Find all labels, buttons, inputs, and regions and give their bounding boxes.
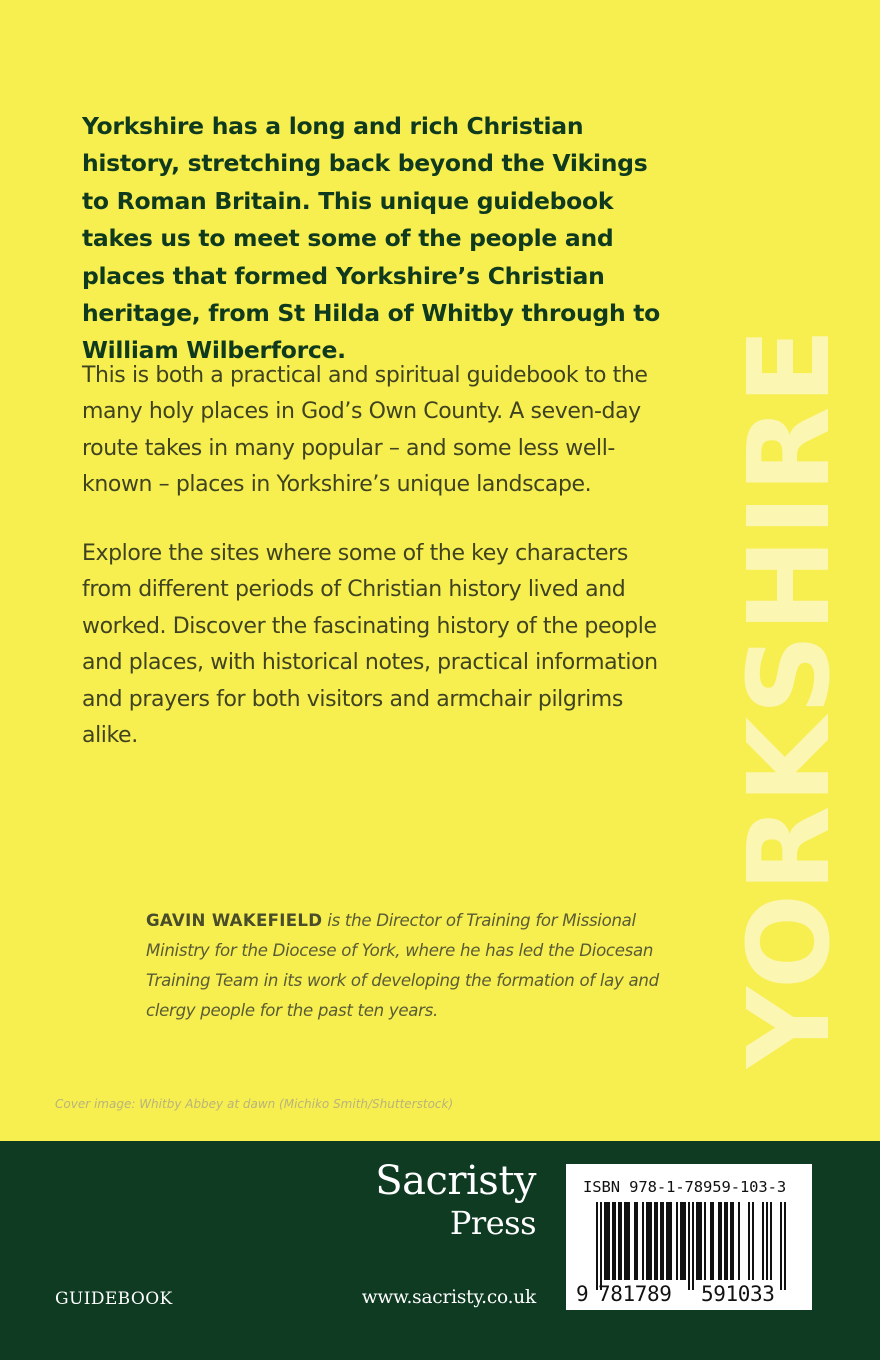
barcode-bar xyxy=(650,1202,652,1280)
barcode-digit-group-1: 781789 xyxy=(598,1282,672,1306)
barcode-bar xyxy=(766,1202,768,1280)
barcode-bar xyxy=(684,1202,686,1280)
barcode-bar xyxy=(670,1202,672,1280)
barcode-bar xyxy=(628,1202,630,1280)
barcode-bar xyxy=(738,1202,740,1280)
website-link[interactable]: www.sacristy.co.uk xyxy=(361,1287,536,1308)
barcode-bar xyxy=(668,1202,670,1280)
barcode-bar xyxy=(606,1202,608,1280)
vertical-title-wrapper xyxy=(726,248,854,1146)
footer-band xyxy=(0,1141,880,1360)
barcode-bar xyxy=(680,1202,682,1280)
publisher-name-line-1: Sacristy xyxy=(375,1158,536,1204)
barcode-bar xyxy=(784,1202,786,1290)
barcode-bar xyxy=(662,1202,664,1280)
author-bio xyxy=(146,906,666,1026)
isbn-label: ISBN 978-1-78959-103-3 xyxy=(583,1178,787,1196)
barcode-bar xyxy=(724,1202,726,1280)
barcode-bar xyxy=(608,1202,610,1280)
description-paragraph-1: This is both a practical and spiritual guidebook to the many holy places in God’s Own County. A seven-day route takes in many popular – and some less well-known – places in Yorkshire’s unique landscape. xyxy=(82,363,648,498)
barcode-first-digit: 9 xyxy=(576,1282,589,1306)
vertical-title: YORKSHIRE xyxy=(725,325,855,1069)
barcode-bar xyxy=(660,1202,662,1280)
barcode-bar xyxy=(654,1202,656,1280)
barcode-bar xyxy=(620,1202,622,1280)
barcode-bar xyxy=(596,1202,598,1290)
image-credit: Cover image: Whitby Abbey at dawn (Michiko Smith/Shutterstock) xyxy=(55,1097,454,1111)
barcode-panel xyxy=(566,1164,812,1310)
barcode-bar xyxy=(688,1202,690,1290)
barcode-bar xyxy=(730,1202,732,1280)
barcode-bar xyxy=(646,1202,648,1280)
barcode-digits xyxy=(576,1282,808,1306)
barcode-bar xyxy=(666,1202,668,1280)
barcode-bar xyxy=(696,1202,698,1280)
barcode-bar xyxy=(626,1202,628,1280)
barcode-bar xyxy=(770,1202,772,1280)
barcode-bar xyxy=(748,1202,750,1280)
barcode-bar xyxy=(636,1202,638,1280)
barcode-bar xyxy=(648,1202,650,1280)
barcode-bar xyxy=(700,1202,702,1280)
author-name: GAVIN WAKEFIELD xyxy=(146,911,323,930)
barcode-bar xyxy=(656,1202,658,1280)
barcode-bar xyxy=(710,1202,712,1280)
barcode-bar xyxy=(780,1202,782,1290)
barcode-bar xyxy=(712,1202,714,1280)
description-paragraph-2: Explore the sites where some of the key characters from different periods of Christian history lived and worked. Discover the fascinating history of the people and places, with historical notes, practical information and prayers for both visitors and armchair pilgrims alike. xyxy=(82,541,658,749)
barcode-bar xyxy=(762,1202,764,1280)
publisher-name-line-2: Press xyxy=(449,1204,536,1242)
genre-label: GUIDEBOOK xyxy=(55,1289,173,1309)
author-bio-text: is the Director of Training for Missional Ministry for the Diocese of York, where he has led the Diocesan Training Team in its work of developing the formation of lay and clergy people for the past ten years. xyxy=(146,911,659,1020)
barcode-bar xyxy=(752,1202,754,1280)
barcode-bar xyxy=(618,1202,620,1280)
barcode-bar xyxy=(704,1202,706,1280)
publisher-logo xyxy=(372,1159,536,1243)
barcode-bar xyxy=(682,1202,684,1280)
barcode-bar xyxy=(732,1202,734,1280)
barcode-bar xyxy=(614,1202,616,1280)
barcode-bar xyxy=(634,1202,636,1280)
barcode-bar xyxy=(698,1202,700,1280)
barcode-bar xyxy=(612,1202,614,1280)
barcode-bar xyxy=(604,1202,606,1280)
barcode-bar xyxy=(642,1202,644,1280)
barcode-bar xyxy=(692,1202,694,1290)
barcode-bar xyxy=(676,1202,678,1280)
barcode-bar xyxy=(600,1202,602,1290)
intro-blurb: Yorkshire has a long and rich Christian history, stretching back beyond the Vikings to Roman Britain. This unique guidebook takes us to meet some of the people and places that formed Yorkshire’s Christian heritage, from St Hilda of Whitby through to William Wilberforce. xyxy=(82,112,661,365)
barcode-bar xyxy=(624,1202,626,1280)
barcode-bar xyxy=(718,1202,720,1280)
barcode-bar xyxy=(720,1202,722,1280)
barcode-digit-group-2: 591033 xyxy=(701,1282,775,1306)
barcode-bar xyxy=(726,1202,728,1280)
